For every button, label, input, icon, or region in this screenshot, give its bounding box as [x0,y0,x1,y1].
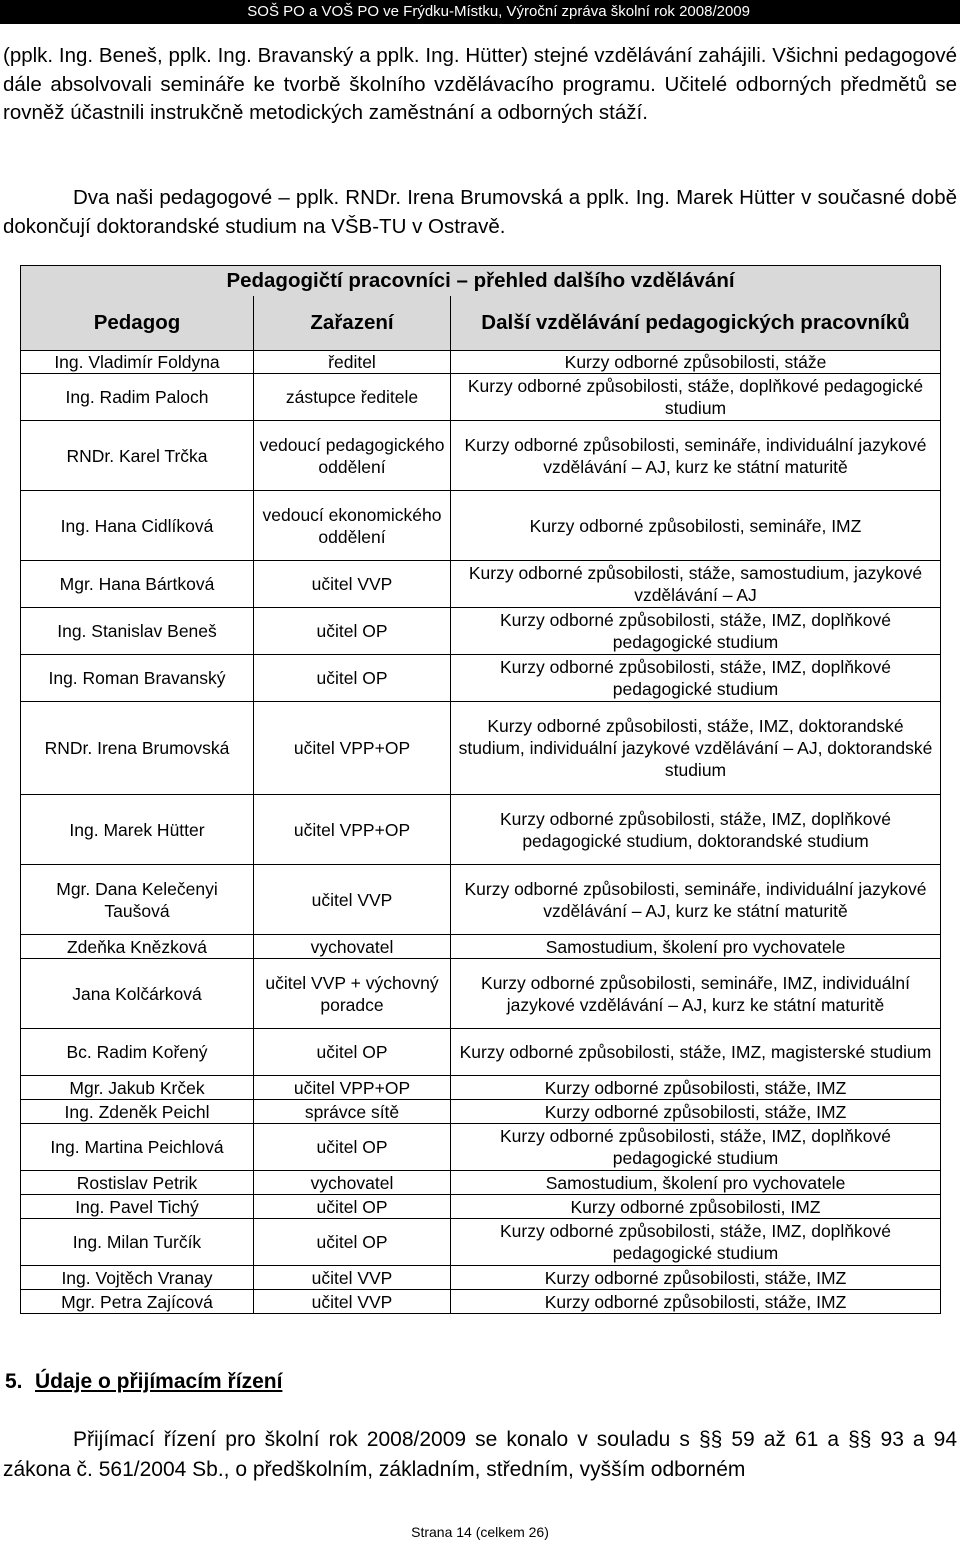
cell-zarazeni: vychovatel [254,1171,451,1195]
cell-vzdelavani: Kurzy odborné způsobilosti, stáže, IMZ [451,1266,941,1290]
column-header-pedagog: Pedagog [21,296,254,351]
cell-vzdelavani: Kurzy odborné způsobilosti, semináře, IMZ, individuální jazykové vzdělávání – AJ, kurz ke státní maturitě [451,959,941,1029]
cell-vzdelavani: Samostudium, školení pro vychovatele [451,935,941,959]
cell-zarazeni: vedoucí ekonomického oddělení [254,491,451,561]
cell-vzdelavani: Kurzy odborné způsobilosti, stáže, IMZ, doktorandské studium, individuální jazykové vzdělávání – AJ, doktorandské studium [451,702,941,795]
cell-pedagog: Ing. Roman Bravanský [21,655,254,702]
cell-zarazeni: učitel VVP [254,865,451,935]
table-row [21,959,941,1029]
cell-zarazeni: učitel VVP + výchovný poradce [254,959,451,1029]
table-row [21,1290,941,1314]
column-header-vzdelavani: Další vzdělávání pedagogických pracovníků [451,296,941,351]
cell-vzdelavani: Kurzy odborné způsobilosti, IMZ [451,1195,941,1219]
cell-zarazeni: vedoucí pedagogického oddělení [254,421,451,491]
cell-zarazeni: učitel VVP [254,1290,451,1314]
paragraph-3: Přijímací řízení pro školní rok 2008/2009 se konalo v souladu s §§ 59 až 61 a §§ 93 a 94 zákona č. 561/2004 Sb., o předškolním, základním, středním, vyšším odborném [3,1428,957,1481]
table-row [21,1100,941,1124]
cell-pedagog: Ing. Hana Cidlíková [21,491,254,561]
cell-zarazeni: učitel VVP [254,1266,451,1290]
cell-pedagog: Ing. Martina Peichlová [21,1124,254,1171]
table-row [21,608,941,655]
cell-zarazeni: ředitel [254,351,451,374]
section-heading [5,1370,282,1394]
paragraph-2: Dva naši pedagogové – pplk. RNDr. Irena Brumovská a pplk. Ing. Marek Hütter v současné době dokončují doktorandské studium na VŠB-TU v Ostravě. [3,186,957,238]
cell-zarazeni: učitel OP [254,1029,451,1076]
cell-pedagog: Ing. Zdeněk Peichl [21,1100,254,1124]
table-row [21,1076,941,1100]
table-row [21,702,941,795]
cell-zarazeni: správce sítě [254,1100,451,1124]
cell-zarazeni: učitel VPP+OP [254,795,451,865]
cell-pedagog: Bc. Radim Kořený [21,1029,254,1076]
cell-pedagog: Mgr. Petra Zajícová [21,1290,254,1314]
cell-vzdelavani: Kurzy odborné způsobilosti, stáže, IMZ, doplňkové pedagogické studium [451,655,941,702]
cell-zarazeni: učitel VVP [254,561,451,608]
cell-zarazeni: učitel OP [254,1219,451,1266]
table-row [21,491,941,561]
table-row [21,1195,941,1219]
table-row [21,374,941,421]
cell-pedagog: Ing. Radim Paloch [21,374,254,421]
cell-vzdelavani: Kurzy odborné způsobilosti, stáže [451,351,941,374]
paragraph-1: (pplk. Ing. Beneš, pplk. Ing. Bravanský a pplk. Ing. Hütter) stejné vzdělávání zahájili. Všichni pedagogové dále absolvovali semináře ke tvorbě školního vzdělávacího programu. Učitelé odborných předmětů se rovněž účastnili instrukčně metodických zaměstnání a odborných stáží. [3,44,957,124]
cell-zarazeni: učitel VPP+OP [254,702,451,795]
cell-zarazeni: učitel OP [254,655,451,702]
cell-vzdelavani: Kurzy odborné způsobilosti, stáže, IMZ, magisterské studium [451,1029,941,1076]
page-header [0,0,960,24]
cell-zarazeni: učitel OP [254,1195,451,1219]
table-row [21,351,941,374]
cell-zarazeni: vychovatel [254,935,451,959]
cell-pedagog: Mgr. Dana Kelečenyi Taušová [21,865,254,935]
table-row [21,1266,941,1290]
section-title: Údaje o přijímacím řízení [35,1370,283,1393]
cell-zarazeni: zástupce ředitele [254,374,451,421]
cell-pedagog: Mgr. Jakub Krček [21,1076,254,1100]
cell-vzdelavani: Kurzy odborné způsobilosti, stáže, doplňkové pedagogické studium [451,374,941,421]
cell-pedagog: RNDr. Irena Brumovská [21,702,254,795]
table-row [21,421,941,491]
cell-vzdelavani: Kurzy odborné způsobilosti, stáže, IMZ [451,1100,941,1124]
cell-vzdelavani: Kurzy odborné způsobilosti, semináře, IMZ [451,491,941,561]
table-row [21,1029,941,1076]
cell-pedagog: Ing. Marek Hütter [21,795,254,865]
column-header-zarazeni: Zařazení [254,296,451,351]
header-title: SOŠ PO a VOŠ PO ve Frýdku-Místku, Výroční zpráva školní rok 2008/2009 [247,3,750,20]
cell-pedagog: Ing. Vojtěch Vranay [21,1266,254,1290]
cell-vzdelavani: Kurzy odborné způsobilosti, stáže, IMZ, doplňkové pedagogické studium [451,1219,941,1266]
cell-pedagog: Ing. Vladimír Foldyna [21,351,254,374]
table-row [21,1219,941,1266]
cell-vzdelavani: Kurzy odborné způsobilosti, stáže, IMZ [451,1076,941,1100]
cell-pedagog: Ing. Pavel Tichý [21,1195,254,1219]
cell-zarazeni: učitel OP [254,608,451,655]
cell-vzdelavani: Kurzy odborné způsobilosti, stáže, IMZ, doplňkové pedagogické studium, doktorandské studium [451,795,941,865]
cell-vzdelavani: Samostudium, školení pro vychovatele [451,1171,941,1195]
table-body [21,351,941,1314]
cell-pedagog: Mgr. Hana Bártková [21,561,254,608]
table-row [21,561,941,608]
education-table [20,265,941,1314]
cell-zarazeni: učitel VPP+OP [254,1076,451,1100]
cell-vzdelavani: Kurzy odborné způsobilosti, stáže, samostudium, jazykové vzdělávání – AJ [451,561,941,608]
cell-zarazeni: učitel OP [254,1124,451,1171]
cell-vzdelavani: Kurzy odborné způsobilosti, semináře, individuální jazykové vzdělávání – AJ, kurz ke státní maturitě [451,865,941,935]
cell-vzdelavani: Kurzy odborné způsobilosti, stáže, IMZ, doplňkové pedagogické studium [451,1124,941,1171]
table-title: Pedagogičtí pracovníci – přehled dalšího vzdělávání [21,266,941,297]
table-row [21,865,941,935]
table-row [21,795,941,865]
cell-pedagog: Rostislav Petrik [21,1171,254,1195]
table-row [21,935,941,959]
cell-vzdelavani: Kurzy odborné způsobilosti, stáže, IMZ, doplňkové pedagogické studium [451,608,941,655]
table-row [21,655,941,702]
cell-pedagog: Jana Kolčárková [21,959,254,1029]
cell-pedagog: RNDr. Karel Trčka [21,421,254,491]
cell-vzdelavani: Kurzy odborné způsobilosti, semináře, individuální jazykové vzdělávání – AJ, kurz ke státní maturitě [451,421,941,491]
cell-pedagog: Zdeňka Knězková [21,935,254,959]
cell-vzdelavani: Kurzy odborné způsobilosti, stáže, IMZ [451,1290,941,1314]
cell-pedagog: Ing. Stanislav Beneš [21,608,254,655]
page-footer: Strana 14 (celkem 26) [411,1524,549,1540]
cell-pedagog: Ing. Milan Turčík [21,1219,254,1266]
table-row [21,1171,941,1195]
section-number: 5. [5,1370,23,1393]
table-row [21,1124,941,1171]
